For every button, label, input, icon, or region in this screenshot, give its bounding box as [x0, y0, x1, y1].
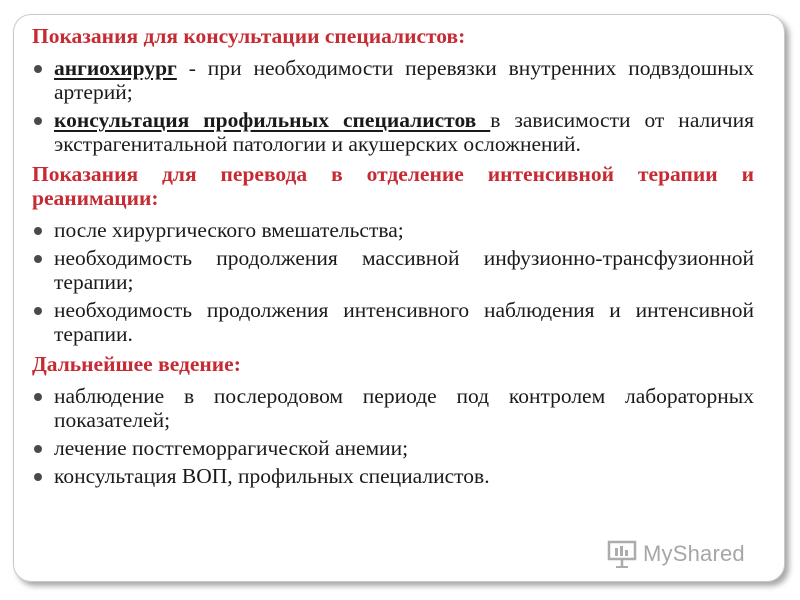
further-management-list	[32, 384, 754, 488]
list-item-text: в зависимости от наличия экстрагенитальной патологии и акушерских осложнений.	[54, 108, 754, 156]
list-item	[32, 298, 754, 346]
section-heading-icu-transfer: Показания для перевода в отделение интенсивной терапии и реанимации:	[32, 162, 754, 210]
list-item-text: необходимость продолжения интенсивного наблюдения и интенсивной терапии.	[54, 298, 754, 346]
list-item	[32, 436, 754, 460]
list-item	[32, 464, 754, 488]
list-item	[32, 56, 754, 104]
emphasis-text: консультация профильных специалистов	[54, 108, 491, 132]
icu-transfer-list	[32, 218, 754, 346]
list-item-text: лечение постгеморрагической анемии;	[54, 436, 409, 460]
list-item-text: необходимость продолжения массивной инфузионно-трансфузионной терапии;	[54, 246, 754, 294]
list-item-text: консультация ВОП, профильных специалистов.	[54, 464, 490, 488]
watermark-text: MyShared	[643, 541, 745, 566]
consultation-list	[32, 56, 754, 156]
presentation-board-icon	[607, 540, 637, 568]
list-item	[32, 218, 754, 242]
slide-content	[32, 24, 754, 488]
list-item	[32, 384, 754, 432]
section-heading-consultation: Показания для консультации специалистов:	[32, 24, 466, 48]
list-item-text: наблюдение в послеродовом периоде под контролем лабораторных показателей;	[54, 384, 754, 432]
emphasis-text: ангиохирург	[54, 56, 177, 80]
section-heading-further-management: Дальнейшее ведение:	[32, 352, 241, 376]
myshared-watermark	[607, 538, 767, 570]
list-item	[32, 246, 754, 294]
list-item-text: - при необходимости перевязки внутренних подвздошных артерий;	[54, 56, 754, 104]
list-item-text: после хирургического вмешательства;	[54, 218, 404, 242]
list-item	[32, 108, 754, 156]
